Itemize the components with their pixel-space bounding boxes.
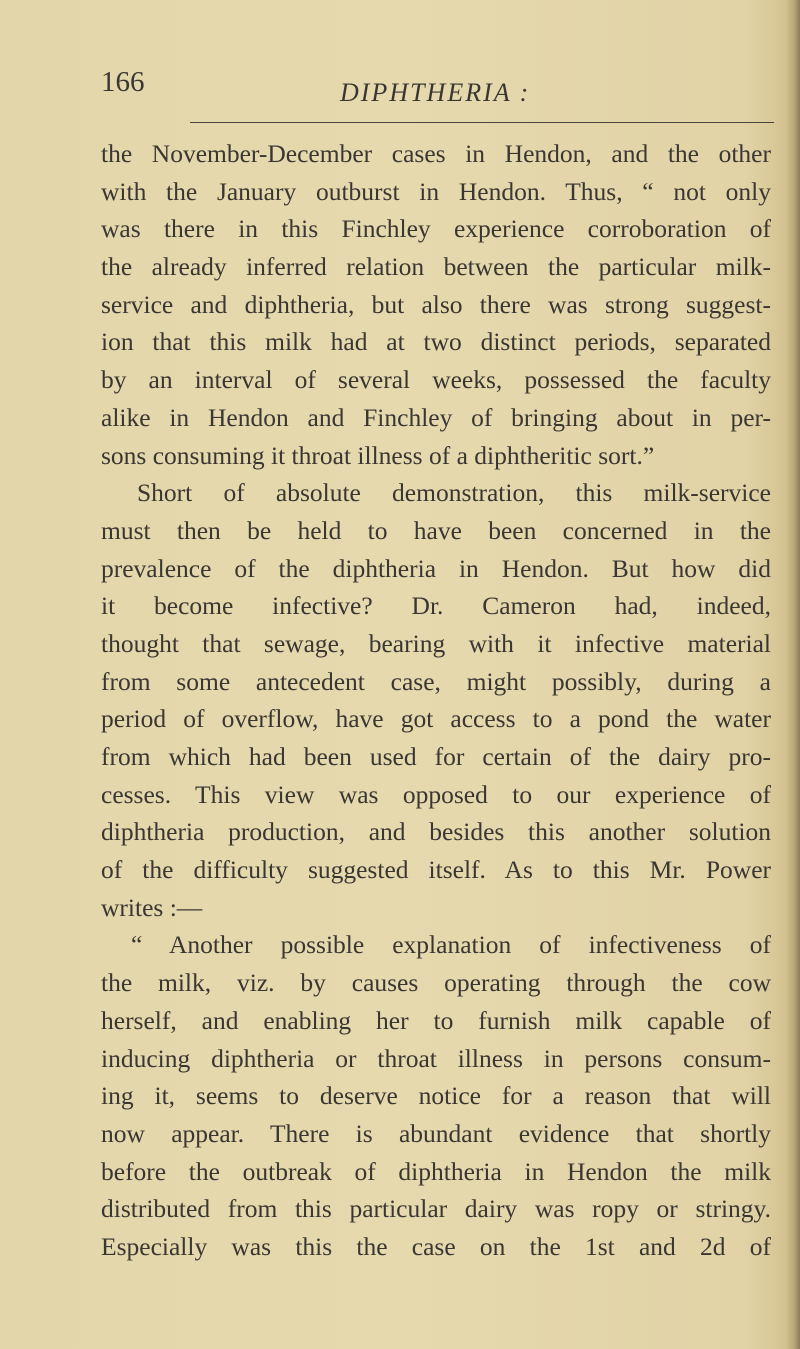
text-line: the milk, viz. by causes operating through the cow: [101, 968, 771, 998]
text-line: service and diphtheria, but also there was strong suggest-: [101, 289, 771, 319]
text-line: the November-December cases in Hendon, and the other: [101, 139, 771, 168]
text-line: was there in this Finchley experience corroboration of: [101, 214, 771, 244]
text-line: cesses. This view was opposed to our experience of: [101, 779, 771, 809]
text-line: ing it, seems to deserve notice for a reason that will: [101, 1081, 771, 1111]
running-title: DIPHTHERIA :: [340, 78, 531, 107]
text-line: from which had been used for certain of the dairy pro-: [101, 742, 771, 771]
page-edge-shadow: [786, 0, 800, 1349]
text-line: now appear. There is abundant evidence that shortly: [101, 1118, 771, 1148]
page-number: 166: [101, 66, 145, 98]
text-line: Especially was this the case on the 1st and 2d of: [101, 1231, 771, 1261]
paragraph-start-line: “ Another possible explanation of infectiveness of: [131, 930, 771, 960]
text-line: herself, and enabling her to furnish milk capable of: [101, 1005, 771, 1035]
text-line: with the January outburst in Hendon. Thus, “ not only: [101, 176, 771, 206]
text-line: from some antecedent case, might possibly, during a: [101, 666, 771, 696]
paragraph-start-line: Short of absolute demonstration, this milk-service: [137, 478, 771, 508]
text-line: ion that this milk had at two distinct periods, separated: [101, 327, 771, 357]
text-line: prevalence of the diphtheria in Hendon. But how did: [101, 553, 771, 583]
text-line: the already inferred relation between the particular milk-: [101, 252, 771, 282]
header-rule: [190, 122, 774, 123]
text-line: distributed from this particular dairy was ropy or stringy.: [101, 1194, 771, 1224]
body-text: [101, 135, 771, 1266]
text-line: period of overflow, have got access to a pond the water: [101, 704, 771, 734]
text-line: sons consuming it throat illness of a diphtheritic sort.”: [101, 440, 655, 470]
text-line: by an interval of several weeks, possessed the faculty: [101, 365, 771, 395]
text-line: alike in Hendon and Finchley of bringing about in per-: [101, 402, 771, 432]
text-line: before the outbreak of diphtheria in Hendon the milk: [101, 1156, 771, 1186]
text-line: inducing diphtheria or throat illness in persons consum-: [101, 1043, 771, 1073]
text-line: must then be held to have been concerned in the: [101, 515, 771, 545]
text-line: diphtheria production, and besides this another solution: [101, 817, 771, 847]
text-line: thought that sewage, bearing with it infective material: [101, 628, 771, 658]
text-line: of the difficulty suggested itself. As to this Mr. Power: [101, 855, 771, 885]
text-line: writes :—: [101, 892, 203, 922]
text-line: it become infective? Dr. Cameron had, indeed,: [101, 591, 771, 621]
